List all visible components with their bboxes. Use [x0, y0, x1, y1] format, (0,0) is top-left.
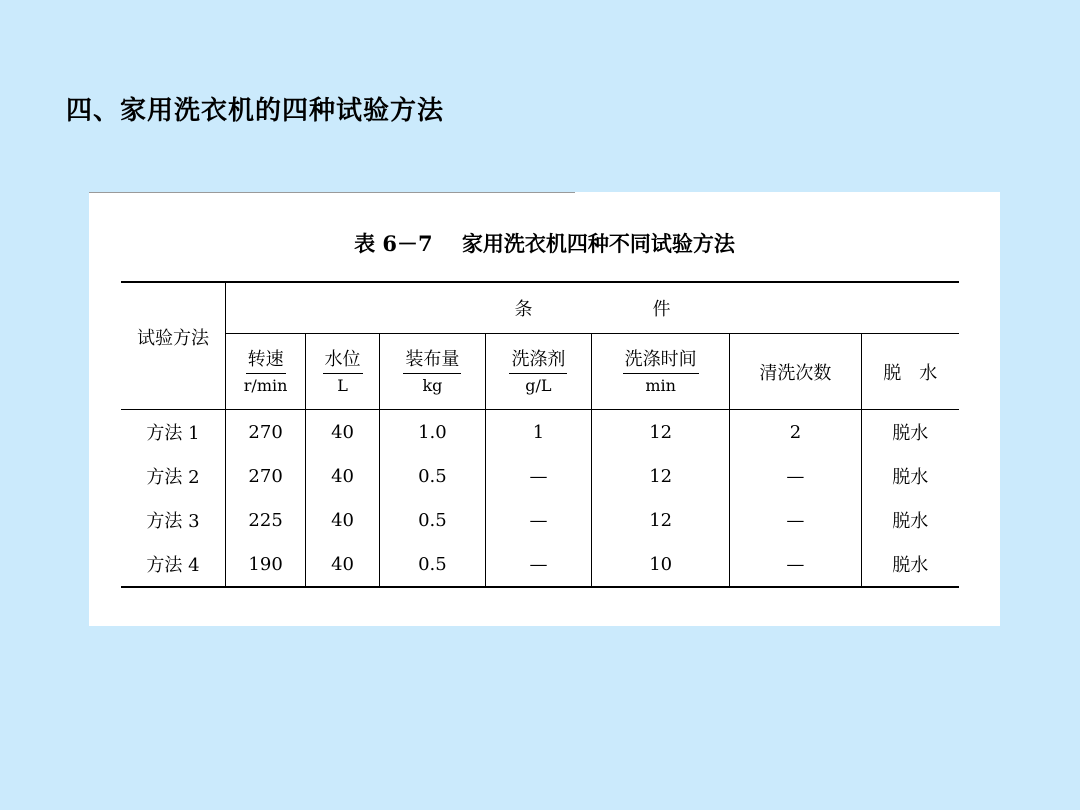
col-header-load — [379, 334, 485, 410]
table-caption — [89, 228, 1000, 258]
col-header-rinse-count: 清洗次数 — [730, 334, 861, 410]
col-header-water-level-unit: L — [337, 376, 348, 395]
col-header-detergent — [485, 334, 591, 410]
row-header-method: 试验方法 — [121, 282, 226, 410]
cell-wash-time: 12 — [591, 498, 729, 542]
row-method-label: 方法 4 — [121, 542, 226, 587]
cell-load: 1.0 — [379, 410, 485, 455]
cell-spin: 脱水 — [861, 410, 959, 455]
table-row — [121, 498, 959, 542]
table-caption-number: 表 6－7 — [354, 231, 433, 256]
cell-spin: 脱水 — [861, 454, 959, 498]
group-header-conditions: 条件 — [226, 282, 960, 334]
slide-title: 四、家用洗衣机的四种试验方法 — [66, 96, 445, 126]
cell-speed: 225 — [226, 498, 306, 542]
row-method-label: 方法 1 — [146, 423, 200, 444]
cell-load: 0.5 — [379, 454, 485, 498]
row-method-label: 方法 3 — [146, 511, 200, 532]
cell-water-level: 40 — [306, 410, 380, 455]
cell-water-level: 40 — [306, 542, 380, 587]
cell-rinse-count: — — [730, 498, 861, 542]
cell-spin: 脱水 — [861, 542, 959, 587]
cell-water-level: 40 — [306, 454, 380, 498]
cell-speed: 270 — [226, 410, 306, 455]
table-row — [121, 542, 959, 587]
cell-detergent: — — [485, 498, 591, 542]
header-row-columns — [121, 334, 959, 410]
cell-water-level: 40 — [306, 498, 380, 542]
cell-rinse-count: — — [730, 542, 861, 587]
col-header-water-level-name: 水位 — [323, 347, 363, 374]
cell-wash-time: 10 — [591, 542, 729, 587]
scanned-table-image — [89, 192, 1000, 626]
cell-detergent: 1 — [485, 410, 591, 455]
col-header-detergent-name: 洗涤剂 — [509, 347, 567, 374]
col-header-wash-time-name: 洗涤时间 — [623, 347, 699, 374]
cell-speed: 190 — [226, 542, 306, 587]
row-method-label: 方法 2 — [146, 467, 200, 488]
cell-wash-time: 12 — [591, 454, 729, 498]
cell-detergent: — — [485, 454, 591, 498]
cell-load: 0.5 — [379, 498, 485, 542]
header-row-group — [121, 282, 959, 334]
cell-speed: 270 — [226, 454, 306, 498]
cell-rinse-count: 2 — [730, 410, 861, 455]
col-header-speed-unit: r/min — [243, 376, 288, 395]
col-header-speed — [226, 334, 306, 410]
table-caption-text: 家用洗衣机四种不同试验方法 — [461, 231, 735, 256]
col-header-spin: 脱 水 — [861, 334, 959, 410]
col-header-detergent-unit: g/L — [525, 376, 552, 395]
col-header-wash-time — [591, 334, 729, 410]
cell-spin: 脱水 — [861, 498, 959, 542]
cell-wash-time: 12 — [591, 410, 729, 455]
table-row — [121, 410, 959, 455]
cell-rinse-count: — — [730, 454, 861, 498]
col-header-water-level — [306, 334, 380, 410]
col-header-load-unit: kg — [422, 376, 443, 395]
col-header-wash-time-unit: min — [645, 376, 676, 395]
table-row — [121, 454, 959, 498]
col-header-speed-name: 转速 — [246, 347, 286, 374]
cell-load: 0.5 — [379, 542, 485, 587]
scan-edge-line — [89, 192, 575, 193]
col-header-load-name: 装布量 — [403, 347, 461, 374]
cell-detergent: — — [485, 542, 591, 587]
test-methods-table — [121, 281, 959, 588]
